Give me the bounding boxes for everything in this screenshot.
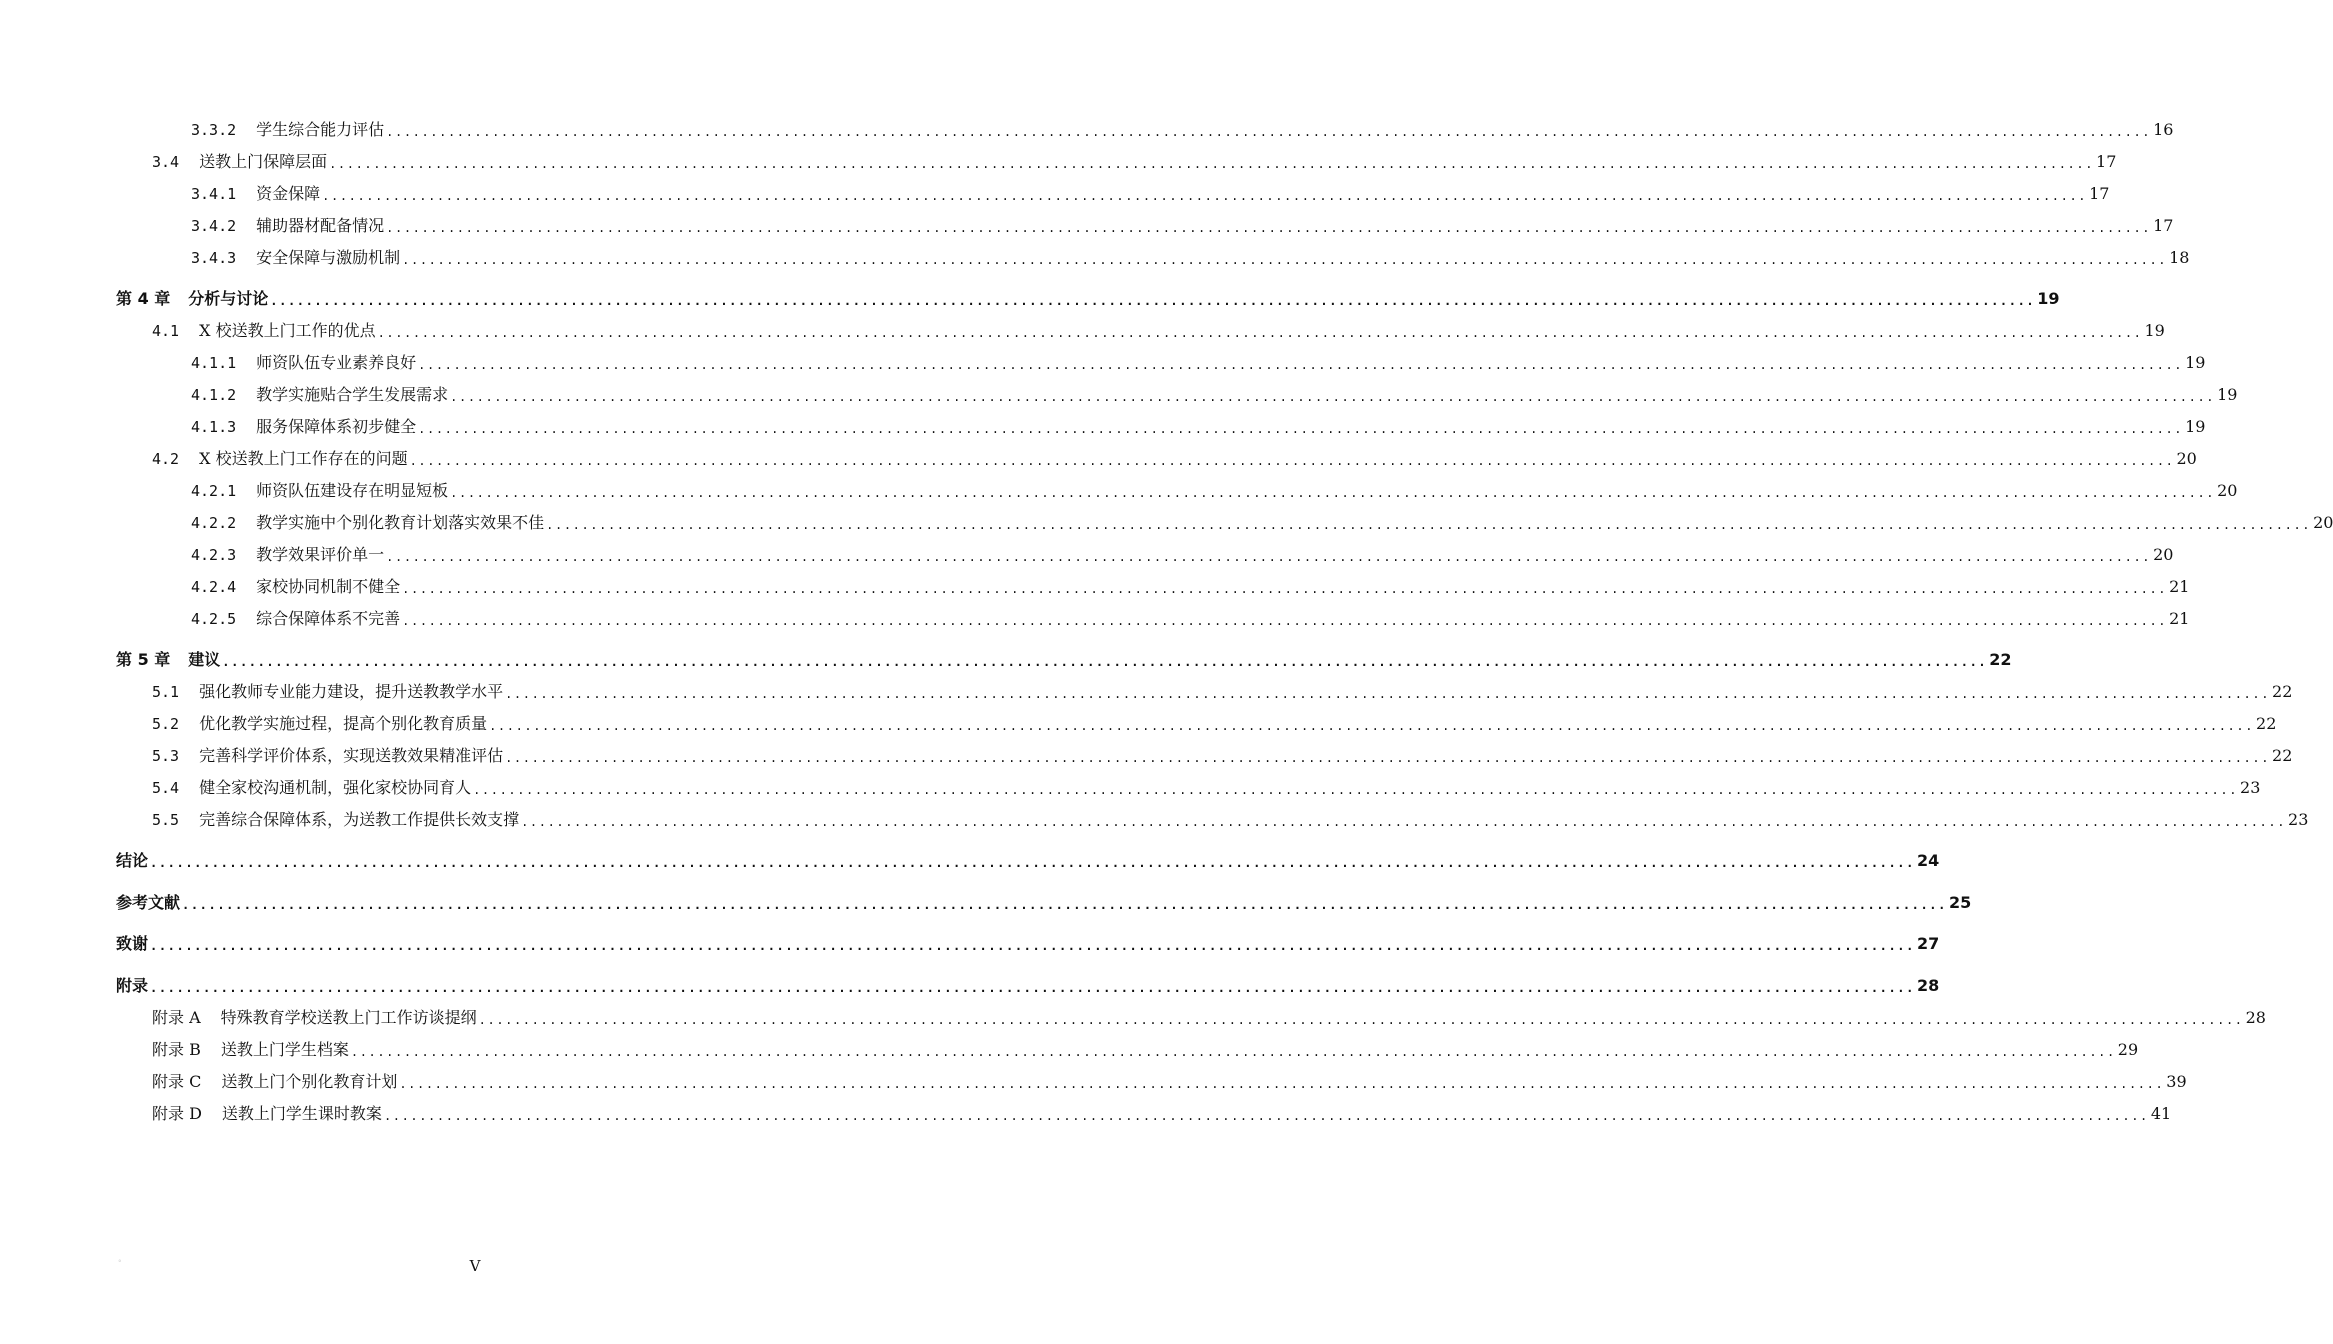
toc-entry[interactable] — [0, 744, 2293, 768]
toc-entry-page: 23 — [2240, 778, 2261, 797]
toc-entry-number: 附录 A — [152, 1008, 201, 1027]
toc-entry-page: 18 — [2169, 248, 2190, 267]
toc-entry-number: 4.1.3 — [191, 418, 237, 436]
toc-dot-leader: ........................................................................................................................................................................................................ — [383, 1109, 2149, 1123]
toc-dot-leader: ........................................................................................................................................................................................................ — [402, 253, 2168, 267]
toc-dot-leader: ........................................................................................................................................................................................................ — [409, 454, 2175, 468]
toc-entry-number: 5.3 — [152, 747, 180, 765]
toc-entry[interactable] — [0, 511, 2333, 535]
toc-entry[interactable] — [0, 1038, 2139, 1062]
toc-entry-title: 完善科学评价体系，实现送教效果精准评估 — [199, 746, 504, 765]
toc-entry-page: 29 — [2117, 1040, 2139, 1059]
toc-entry-page: 17 — [2089, 184, 2110, 203]
toc-entry-number: 4.1.1 — [191, 354, 237, 372]
toc-entry[interactable] — [0, 383, 2238, 407]
toc-entry-number: 3.4.2 — [191, 217, 237, 235]
toc-entry-number: 4.2.5 — [191, 610, 237, 628]
toc-entry-page: 19 — [2185, 353, 2206, 372]
toc-entry-title: 健全家校沟通机制，强化家校协同育人 — [199, 778, 472, 797]
toc-entry-title: 教学效果评价单一 — [256, 545, 385, 564]
toc-entry-title: 师资队伍建设存在明显短板 — [256, 481, 449, 500]
toc-entry-page: 19 — [2217, 385, 2238, 404]
toc-entry-page: 19 — [2037, 289, 2060, 308]
toc-entry-number: 3.4 — [152, 153, 180, 171]
toc-entry[interactable] — [0, 351, 2206, 375]
toc-dot-leader: ........................................................................................................................................................................................................ — [270, 294, 2036, 308]
toc-entry-number: 3.4.1 — [191, 185, 237, 203]
toc-entry-page: 21 — [2169, 609, 2190, 628]
toc-entry-page: 20 — [2176, 449, 2197, 468]
toc-entry-title: 送教上门学生课时教案 — [221, 1104, 382, 1123]
toc-entry-title: 资金保障 — [256, 184, 321, 203]
toc-dot-leader: ........................................................................................................................................................................................................ — [386, 550, 2152, 564]
toc-entry-page: 20 — [2217, 481, 2238, 500]
toc-entry-title: 综合保障体系不完善 — [256, 609, 401, 628]
toc-entry-page: 22 — [2272, 682, 2293, 701]
toc-entry-title: 优化教学实施过程，提高个别化教育质量 — [199, 714, 488, 733]
toc-dot-leader: ........................................................................................................................................................................................................ — [489, 719, 2255, 733]
toc-entry[interactable] — [0, 712, 2277, 736]
toc-entry-page: 20 — [2153, 545, 2174, 564]
toc-dot-leader: ........................................................................................................................................................................................................ — [386, 221, 2152, 235]
toc-dot-leader: ........................................................................................................................................................................................................ — [450, 390, 2216, 404]
toc-entry-title: 完善综合保障体系，为送教工作提供长效支撑 — [199, 810, 520, 829]
toc-entry[interactable] — [0, 849, 1940, 873]
toc-entry[interactable] — [0, 607, 2190, 631]
toc-dot-leader: ........................................................................................................................................................................................................ — [521, 815, 2287, 829]
toc-entry-number: 4.2.1 — [191, 482, 237, 500]
toc-entry[interactable] — [0, 776, 2261, 800]
toc-dot-leader: ........................................................................................................................................................................................................ — [418, 422, 2184, 436]
toc-dot-leader: ........................................................................................................................................................................................................ — [222, 655, 1988, 669]
toc-entry-page: 22 — [2256, 714, 2277, 733]
toc-entry[interactable] — [0, 1070, 2187, 1094]
toc-entry[interactable] — [0, 891, 1972, 915]
toc-entry-number: 5.1 — [152, 683, 180, 701]
toc-entry-page: 39 — [2166, 1072, 2187, 1091]
toc-entry-number: 第 5 章 — [116, 650, 171, 669]
toc-dot-leader: ........................................................................................................................................................................................................ — [505, 751, 2271, 765]
toc-entry[interactable] — [0, 479, 2238, 503]
toc-dot-leader: ........................................................................................................................................................................................................ — [386, 125, 2152, 139]
toc-entry-number: 附录 B — [152, 1040, 201, 1059]
corner-mark: ° — [118, 1259, 122, 1267]
toc-dot-leader: ........................................................................................................................................................................................................ — [402, 614, 2168, 628]
toc-entry-title: 结论 — [116, 851, 149, 870]
toc-dot-leader: ........................................................................................................................................................................................................ — [350, 1045, 2116, 1059]
toc-entry-page: 23 — [2288, 810, 2309, 829]
toc-dot-leader: ........................................................................................................................................................................................................ — [150, 856, 1915, 870]
toc-dot-leader: ........................................................................................................................................................................................................ — [505, 687, 2271, 701]
toc-entry-number: 第 4 章 — [116, 289, 171, 308]
toc-entry-number: 附录 C — [152, 1072, 202, 1091]
toc-entry-title: 强化教师专业能力建设，提升送教教学水平 — [199, 682, 504, 701]
toc-dot-leader: ........................................................................................................................................................................................................ — [473, 783, 2239, 797]
toc-dot-leader: ........................................................................................................................................................................................................ — [322, 189, 2088, 203]
toc-entry-title: 辅助器材配备情况 — [256, 216, 385, 235]
toc-dot-leader: ........................................................................................................................................................................................................ — [329, 157, 2095, 171]
toc-entry[interactable] — [0, 543, 2174, 567]
toc-dot-leader: ........................................................................................................................................................................................................ — [150, 981, 1915, 995]
toc-entry-number: 4.2.4 — [191, 578, 237, 596]
toc-entry-title: 学生综合能力评估 — [256, 120, 385, 139]
toc-entry[interactable] — [0, 1006, 2266, 1030]
toc-entry-title: 安全保障与激励机制 — [256, 248, 401, 267]
toc-dot-leader: ........................................................................................................................................................................................................ — [546, 518, 2312, 532]
toc-entry[interactable] — [0, 415, 2206, 439]
toc-entry[interactable] — [0, 150, 2117, 174]
toc-dot-leader: ........................................................................................................................................................................................................ — [399, 1077, 2165, 1091]
toc-entry-number: 5.4 — [152, 779, 180, 797]
toc-entry[interactable] — [0, 182, 2110, 206]
toc-entry-page: 19 — [2185, 417, 2206, 436]
toc-entry-page: 27 — [1916, 934, 1940, 953]
toc-entry-title: 分析与讨论 — [188, 289, 269, 308]
toc-dot-leader: ........................................................................................................................................................................................................ — [478, 1013, 2244, 1027]
toc-entry-page: 19 — [2144, 321, 2165, 340]
toc-entry-title: 教学实施中个别化教育计划落实效果不佳 — [256, 513, 545, 532]
toc-entry-number: 4.1 — [152, 322, 180, 340]
toc-entry-title: 家校协同机制不健全 — [256, 577, 401, 596]
toc-entry-title: 送教上门学生档案 — [220, 1040, 349, 1059]
toc-dot-leader: ........................................................................................................................................................................................................ — [418, 358, 2184, 372]
toc-entry-title: X 校送教上门工作存在的问题 — [199, 449, 408, 468]
toc-entry-title: 服务保障体系初步健全 — [256, 417, 417, 436]
toc-entry[interactable] — [0, 808, 2309, 832]
toc-entry-title: 送教上门保障层面 — [199, 152, 328, 171]
toc-entry[interactable] — [0, 648, 2012, 672]
toc-entry[interactable] — [0, 246, 2190, 270]
toc-entry-page: 17 — [2153, 216, 2174, 235]
toc-entry-title: 致谢 — [116, 934, 149, 953]
toc-entry-page: 22 — [2272, 746, 2293, 765]
toc-entry-title: X 校送教上门工作的优点 — [199, 321, 376, 340]
toc-entry[interactable] — [0, 319, 2165, 343]
toc-entry-page: 22 — [1989, 650, 2012, 669]
toc-entry-title: 送教上门个别化教育计划 — [221, 1072, 398, 1091]
toc-entry-number: 4.2 — [152, 450, 180, 468]
toc-entry-page: 21 — [2169, 577, 2190, 596]
page-number: V — [469, 1257, 481, 1275]
toc-entry-page: 17 — [2096, 152, 2117, 171]
toc-entry[interactable] — [0, 214, 2174, 238]
toc-entry[interactable] — [0, 1102, 2172, 1126]
toc-entry-number: 4.2.3 — [191, 546, 237, 564]
toc-entry-number: 5.5 — [152, 811, 180, 829]
toc-dot-leader: ........................................................................................................................................................................................................ — [150, 939, 1915, 953]
toc-dot-leader: ........................................................................................................................................................................................................ — [377, 326, 2143, 340]
toc-entry[interactable] — [0, 118, 2174, 142]
toc-entry-number: 附录 D — [152, 1104, 202, 1123]
toc-entry-page: 25 — [1948, 893, 1972, 912]
toc-entry-page: 24 — [1916, 851, 1940, 870]
toc-entry-page: 20 — [2313, 513, 2333, 532]
toc-entry-page: 41 — [2150, 1104, 2172, 1123]
toc-entry-title: 教学实施贴合学生发展需求 — [256, 385, 449, 404]
toc-entry[interactable] — [0, 575, 2190, 599]
toc-entry-page: 16 — [2153, 120, 2174, 139]
toc-entry-number: 5.2 — [152, 715, 180, 733]
toc-entry-page: 28 — [2245, 1008, 2266, 1027]
toc-dot-leader: ........................................................................................................................................................................................................ — [182, 898, 1947, 912]
toc-dot-leader: ........................................................................................................................................................................................................ — [402, 582, 2168, 596]
toc-entry[interactable] — [0, 287, 2060, 311]
toc-entry[interactable] — [0, 447, 2197, 471]
toc-entry-title: 建议 — [188, 650, 221, 669]
toc-entry[interactable] — [0, 680, 2293, 704]
toc-entry-title: 参考文献 — [116, 893, 181, 912]
toc-entry[interactable] — [0, 974, 1940, 998]
toc-entry-page: 28 — [1916, 976, 1940, 995]
toc-entry-number: 3.3.2 — [191, 121, 237, 139]
toc-entry-title: 师资队伍专业素养良好 — [256, 353, 417, 372]
toc-dot-leader: ........................................................................................................................................................................................................ — [450, 486, 2216, 500]
toc-entry-number: 4.1.2 — [191, 386, 237, 404]
toc-entry-number: 4.2.2 — [191, 514, 237, 532]
toc-entry-number: 3.4.3 — [191, 249, 237, 267]
toc-entry-title: 特殊教育学校送教上门工作访谈提纲 — [220, 1008, 477, 1027]
toc-entry-title: 附录 — [116, 976, 149, 995]
toc-entry[interactable] — [0, 932, 1940, 956]
